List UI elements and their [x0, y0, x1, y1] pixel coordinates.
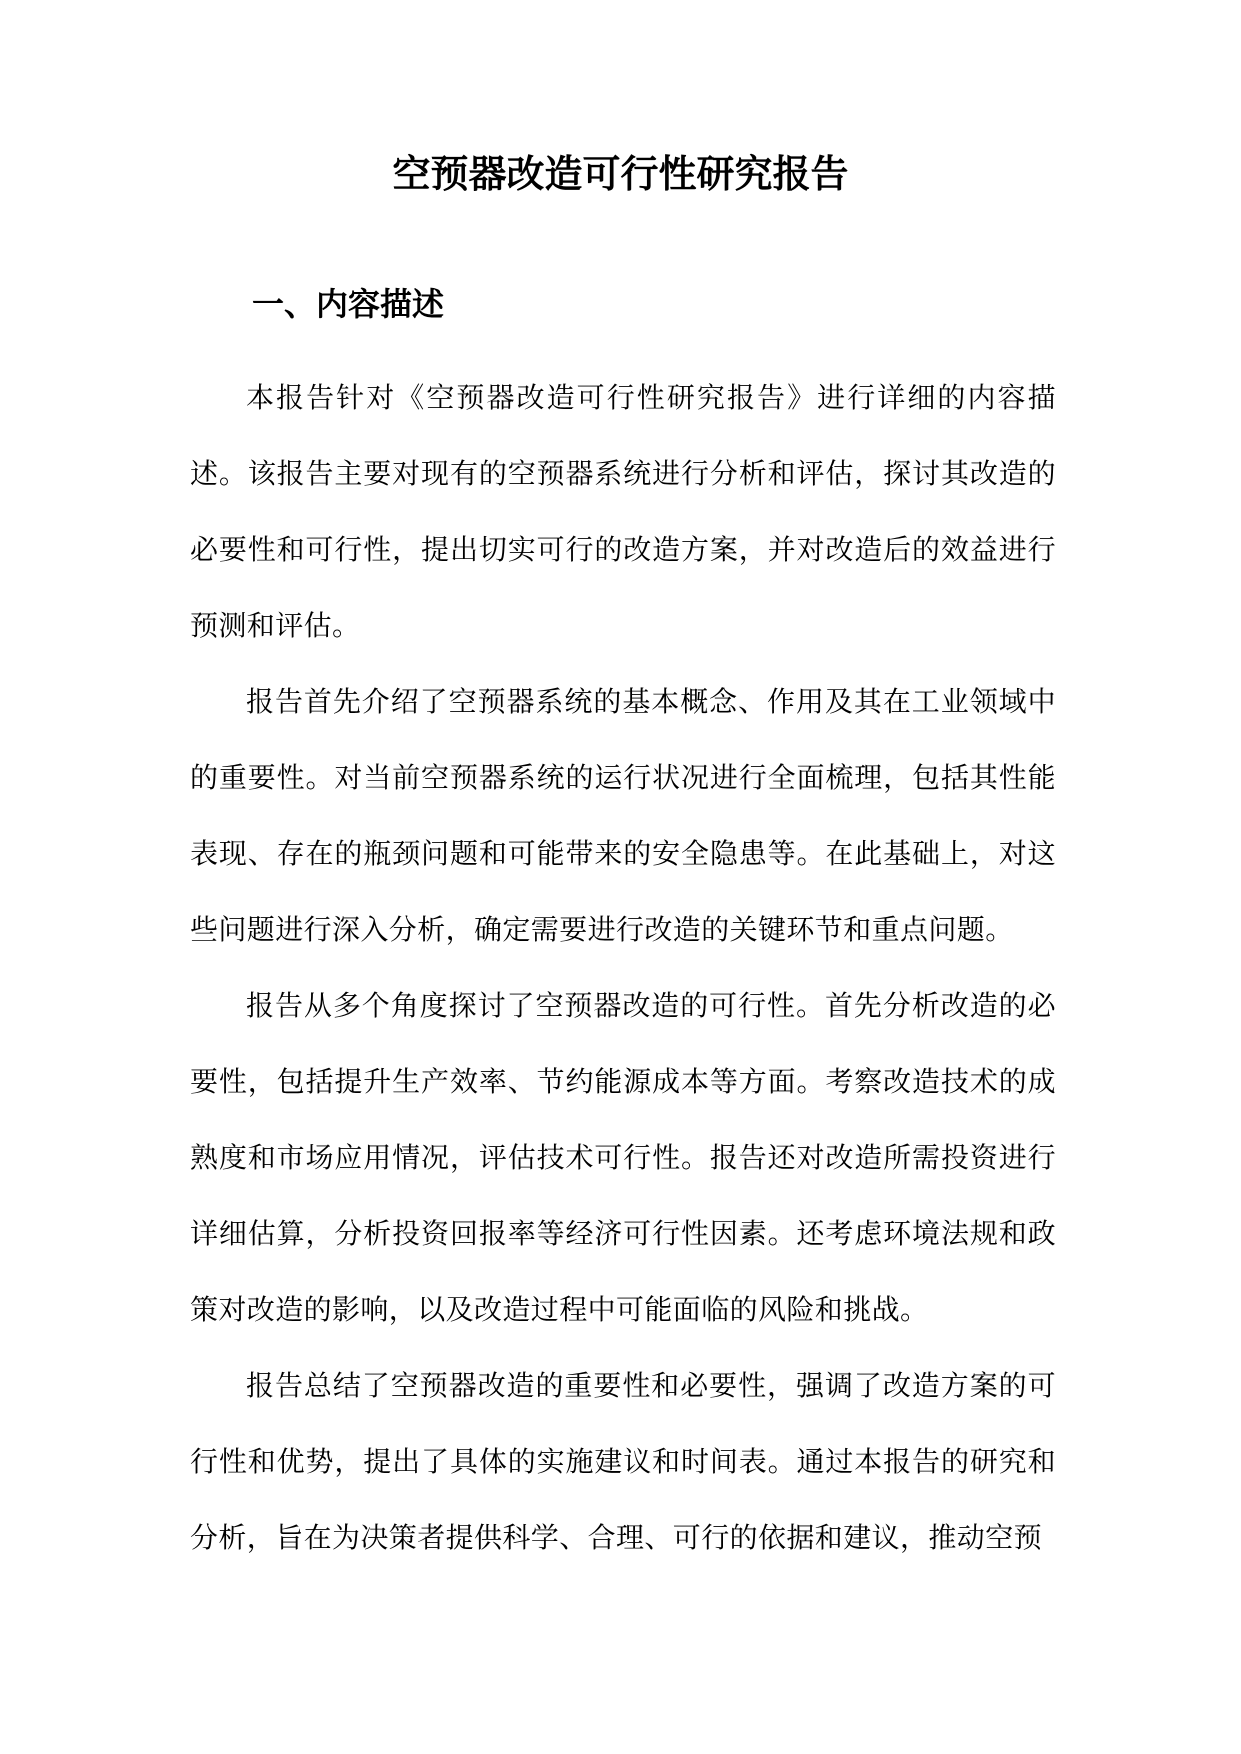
paragraph: 报告首先介绍了空预器系统的基本概念、作用及其在工业领域中的重要性。对当前空预器系统的运行状况进行全面梳理，包括其性能表现、存在的瓶颈问题和可能带来的安全隐患等。在此基础上，对这些问题进行深入分析，确定需要进行改造的关键环节和重点问题。 — [190, 685, 1056, 946]
paragraph: 本报告针对《空预器改造可行性研究报告》进行详细的内容描述。该报告主要对现有的空预器系统进行分析和评估，探讨其改造的必要性和可行性，提出切实可行的改造方案，并对改造后的效益进行预测和评估。 — [190, 381, 1056, 642]
document-title: 空预器改造可行性研究报告 — [392, 151, 849, 196]
section-heading: 一、内容描述 — [252, 285, 445, 323]
document-body — [190, 360, 1056, 1576]
paragraph: 报告总结了空预器改造的重要性和必要性，强调了改造方案的可行性和优势，提出了具体的实施建议和时间表。通过本报告的研究和分析，旨在为决策者提供科学、合理、可行的依据和建议，推动空预 — [190, 1369, 1056, 1554]
paragraph: 报告从多个角度探讨了空预器改造的可行性。首先分析改造的必要性，包括提升生产效率、节约能源成本等方面。考察改造技术的成熟度和市场应用情况，评估技术可行性。报告还对改造所需投资进行详细估算，分析投资回报率等经济可行性因素。还考虑环境法规和政策对改造的影响，以及改造过程中可能面临的风险和挑战。 — [190, 989, 1056, 1326]
